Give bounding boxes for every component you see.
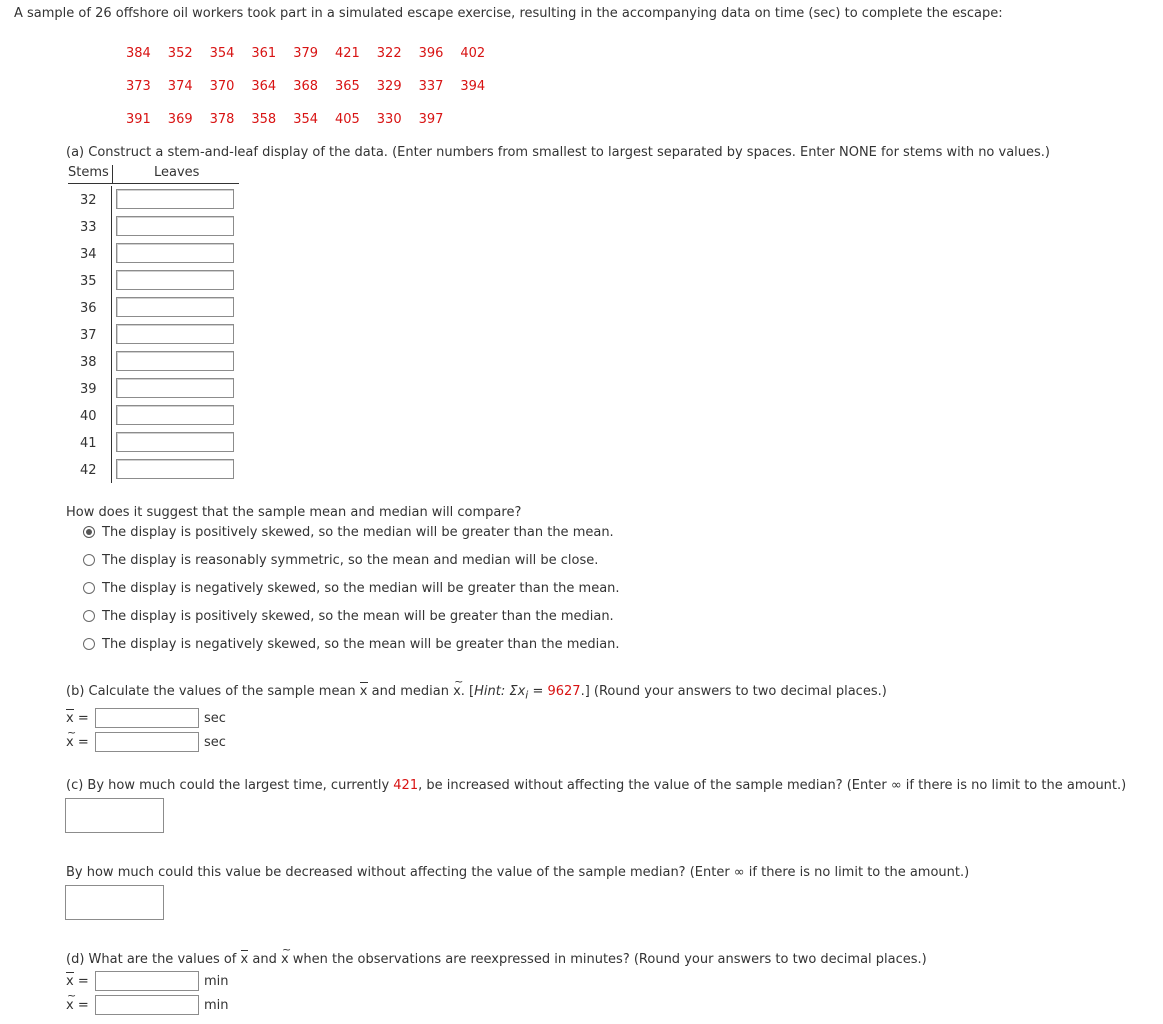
stem-row-36 [66, 294, 240, 321]
radio-icon[interactable] [83, 554, 95, 566]
stem-divider [111, 267, 112, 294]
sum-text: Σx [505, 684, 526, 699]
mean-min-label [66, 974, 89, 989]
radio-icon[interactable] [83, 582, 95, 594]
stem-label: 38 [80, 355, 97, 370]
stem-row-33 [66, 213, 240, 240]
data-value: 379 [293, 46, 319, 61]
text: (c) By how much could the largest time, currently [66, 778, 394, 793]
stem-label: 37 [80, 328, 97, 343]
unit-sec: sec [204, 711, 226, 726]
median-min-input[interactable] [95, 995, 199, 1015]
leaves-input-38[interactable] [116, 351, 234, 371]
data-value: 396 [418, 46, 444, 61]
text: , be increased without affecting the value of the sample median? (Enter ∞ if there is no limit to the amount.) [418, 778, 1127, 793]
part-c-prompt [66, 778, 1126, 793]
leaves-input-41[interactable] [116, 432, 234, 452]
option-label: The display is reasonably symmetric, so the mean and median will be close. [102, 553, 599, 568]
data-value: 405 [334, 112, 360, 127]
data-value: 397 [418, 112, 444, 127]
data-value: 352 [167, 46, 193, 61]
data-row-1 [126, 46, 502, 61]
option-label: The display is positively skewed, so the mean will be greater than the median. [102, 609, 614, 624]
data-row-2 [126, 79, 502, 94]
stem-label: 34 [80, 247, 97, 262]
stem-divider [111, 456, 112, 483]
data-value: 368 [293, 79, 319, 94]
part-a-prompt: (a) Construct a stem-and-leaf display of the data. (Enter numbers from smallest to largest separated by spaces. Enter NONE for stems with no values.) [66, 145, 1051, 160]
text: (b) Calculate the values of the sample mean [66, 684, 360, 699]
data-value: 402 [460, 46, 486, 61]
data-value: 391 [126, 112, 151, 127]
xbar-symbol: x [66, 974, 74, 989]
unit-min: min [204, 974, 229, 989]
data-value: 354 [293, 112, 319, 127]
data-value: 378 [209, 112, 235, 127]
median-min-label [66, 998, 89, 1013]
stem-row-39 [66, 375, 240, 402]
stem-row-42 [66, 456, 240, 483]
xtilde-symbol: ~ x [281, 952, 289, 967]
leaves-input-37[interactable] [116, 324, 234, 344]
largest-value: 421 [393, 778, 419, 793]
sum-value: 9627 [547, 684, 581, 699]
data-value: 369 [167, 112, 193, 127]
stem-divider [111, 348, 112, 375]
data-value: 358 [251, 112, 277, 127]
stem-divider [111, 186, 112, 213]
stem-row-38 [66, 348, 240, 375]
data-value: 394 [460, 79, 486, 94]
leaves-input-35[interactable] [116, 270, 234, 290]
mean-sec-input[interactable] [95, 708, 199, 728]
data-value: 370 [209, 79, 235, 94]
hint-label: Hint: [474, 684, 506, 699]
text: . [ [460, 684, 475, 699]
stem-label: 41 [80, 436, 97, 451]
sum-subscript: i [525, 688, 529, 702]
xtilde-symbol: ~ x [66, 735, 74, 750]
leaves-input-34[interactable] [116, 243, 234, 263]
stem-row-35 [66, 267, 240, 294]
leaves-input-40[interactable] [116, 405, 234, 425]
text: when the observations are reexpressed in minutes? (Round your answers to two decimal places.) [288, 952, 927, 967]
data-row-3 [126, 112, 460, 127]
stems-header: Stems [68, 165, 113, 184]
xbar-symbol: x [66, 711, 74, 726]
option-label: The display is negatively skewed, so the median will be greater than the mean. [102, 581, 620, 596]
stem-row-37 [66, 321, 240, 348]
xtilde-symbol: ~ x [66, 998, 74, 1013]
leaves-input-32[interactable] [116, 189, 234, 209]
data-value: 374 [167, 79, 193, 94]
leaves-input-39[interactable] [116, 378, 234, 398]
equals: = [73, 711, 89, 726]
xbar-symbol: x [359, 684, 368, 699]
data-value: 365 [334, 79, 360, 94]
text: and [248, 952, 281, 967]
equals: = [73, 974, 89, 989]
unit-min: min [204, 998, 229, 1013]
xtilde-symbol: ~ x [453, 684, 461, 699]
header-divider [113, 183, 239, 184]
data-value: 329 [376, 79, 402, 94]
data-value: 322 [376, 46, 402, 61]
stem-divider [111, 213, 112, 240]
part-c-prompt-2: By how much could this value be decreased without affecting the value of the sample median? (Enter ∞ if there is no limit to the amount.) [66, 865, 970, 880]
stem-divider [111, 402, 112, 429]
radio-selected-icon[interactable] [83, 526, 95, 538]
data-value: 330 [376, 112, 402, 127]
leaves-header: Leaves [154, 165, 200, 180]
option-label: The display is positively skewed, so the median will be greater than the mean. [102, 525, 614, 540]
mean-min-input[interactable] [95, 971, 199, 991]
leaves-input-36[interactable] [116, 297, 234, 317]
stem-divider [111, 240, 112, 267]
stem-label: 40 [80, 409, 97, 424]
leaves-input-42[interactable] [116, 459, 234, 479]
equals: = [73, 998, 89, 1013]
equals: = [73, 735, 89, 750]
part-d-prompt [66, 952, 927, 967]
stem-divider [111, 321, 112, 348]
stem-divider [111, 429, 112, 456]
stem-label: 33 [80, 220, 97, 235]
text: (d) What are the values of [66, 952, 241, 967]
stem-row-40 [66, 402, 240, 429]
median-sec-input[interactable] [95, 732, 199, 752]
text: and median [367, 684, 454, 699]
median-label [66, 735, 89, 750]
stem-label: 35 [80, 274, 97, 289]
stem-label: 42 [80, 463, 97, 478]
data-value: 421 [334, 46, 360, 61]
data-value: 373 [126, 79, 151, 94]
problem-intro: A sample of 26 offshore oil workers took part in a simulated escape exercise, resulting in the accompanying data on time (sec) to complete the escape: [14, 6, 1003, 21]
stem-divider [111, 294, 112, 321]
part-b-prompt [66, 684, 887, 702]
stem-row-32 [66, 186, 240, 213]
increase-input[interactable] [65, 798, 164, 833]
data-value: 354 [209, 46, 235, 61]
unit-sec: sec [204, 735, 226, 750]
leaves-input-33[interactable] [116, 216, 234, 236]
stem-label: 39 [80, 382, 97, 397]
radio-icon[interactable] [83, 638, 95, 650]
mean-label [66, 711, 89, 726]
stem-label: 36 [80, 301, 97, 316]
stem-row-34 [66, 240, 240, 267]
stem-row-41 [66, 429, 240, 456]
stem-label: 32 [80, 193, 97, 208]
radio-icon[interactable] [83, 610, 95, 622]
data-value: 364 [251, 79, 277, 94]
data-value: 384 [126, 46, 151, 61]
option-label: The display is negatively skewed, so the mean will be greater than the median. [102, 637, 620, 652]
text: .] (Round your answers to two decimal places.) [580, 684, 887, 699]
equals: = [528, 684, 548, 699]
decrease-input[interactable] [65, 885, 164, 920]
stem-divider [111, 375, 112, 402]
xbar-symbol: x [240, 952, 249, 967]
skew-question: How does it suggest that the sample mean and median will compare? [66, 505, 522, 520]
data-value: 361 [251, 46, 277, 61]
data-value: 337 [418, 79, 444, 94]
